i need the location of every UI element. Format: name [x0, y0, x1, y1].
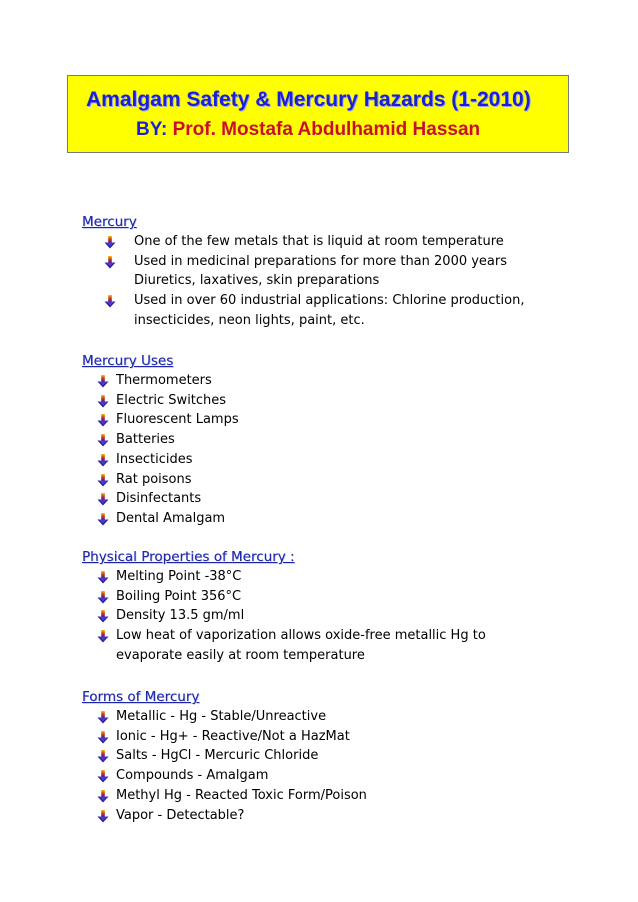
list-item-continuation: Diuretics, laxatives, skin preparations: [134, 273, 380, 289]
list-item: [82, 786, 367, 806]
list-item: [82, 766, 367, 786]
list-item: [82, 509, 239, 529]
section-heading-forms-of-mercury: Forms of Mercury: [82, 689, 200, 705]
list-item-text: Rat poisons: [116, 471, 192, 487]
down-arrow-bullet-icon: [97, 610, 109, 623]
down-arrow-bullet-icon: [104, 295, 116, 308]
list-item-text: Methyl Hg - Reacted Toxic Form/Poison: [116, 787, 367, 803]
down-arrow-bullet-icon: [97, 375, 109, 388]
list-item-text: Ionic - Hg+ - Reactive/Not a HazMat: [116, 728, 350, 744]
list-item: [82, 806, 367, 826]
section-heading-physical-properties: Physical Properties of Mercury :: [82, 549, 295, 565]
down-arrow-bullet-icon: [97, 454, 109, 467]
list-item-text: Salts - HgCl - Mercuric Chloride: [116, 748, 319, 764]
list-item-text: Thermometers: [116, 373, 212, 388]
down-arrow-bullet-icon: [97, 493, 109, 506]
document-title: Amalgam Safety & Mercury Hazards (1-2010): [86, 88, 531, 111]
list-item-text: Batteries: [116, 432, 175, 448]
list-item: [82, 252, 524, 291]
down-arrow-bullet-icon: [104, 256, 116, 269]
list-item: [82, 727, 367, 747]
section-heading-mercury: Mercury: [82, 214, 137, 230]
down-arrow-bullet-icon: [97, 790, 109, 803]
list-item: [82, 567, 486, 587]
list-item: [82, 450, 239, 470]
down-arrow-bullet-icon: [97, 395, 109, 408]
section-forms-of-mercury: [82, 687, 367, 825]
list-item: [82, 291, 524, 330]
list-item-continuation: evaporate easily at room temperature: [116, 647, 365, 663]
list-item: [82, 430, 239, 450]
list-item-text: Melting Point -38°C: [116, 569, 242, 584]
list-item-text: Used in over 60 industrial applications: Chlorine production,: [134, 293, 525, 309]
down-arrow-bullet-icon: [97, 571, 109, 584]
list-item: [82, 587, 486, 607]
forms-of-mercury-list: [82, 707, 367, 825]
list-item-text: Insecticides: [116, 451, 193, 467]
author-line: [136, 119, 480, 141]
down-arrow-bullet-icon: [97, 810, 109, 823]
down-arrow-bullet-icon: [97, 750, 109, 763]
list-item-text: Compounds - Amalgam: [116, 768, 269, 784]
down-arrow-bullet-icon: [97, 591, 109, 604]
list-item-text: One of the few metals that is liquid at room temperature: [134, 234, 504, 249]
section-heading-mercury-uses: Mercury Uses: [82, 353, 174, 369]
list-item: [82, 470, 239, 490]
list-item-text: Boiling Point 356°C: [116, 588, 242, 604]
list-item: [82, 410, 239, 430]
list-item-text: Low heat of vaporization allows oxide-free metallic Hg to: [116, 628, 486, 644]
down-arrow-bullet-icon: [97, 513, 109, 526]
list-item-text: Metallic - Hg - Stable/Unreactive: [116, 709, 327, 724]
title-box: [67, 75, 569, 153]
list-item: [82, 489, 239, 509]
list-item-continuation: insecticides, neon lights, paint, etc.: [134, 312, 365, 328]
list-item-text: Used in medicinal preparations for more than 2000 years: [134, 253, 508, 269]
list-item: [82, 707, 367, 727]
down-arrow-bullet-icon: [97, 731, 109, 744]
mercury-list: [82, 232, 524, 331]
section-mercury-uses: [82, 351, 239, 529]
down-arrow-bullet-icon: [97, 434, 109, 447]
list-item: [82, 606, 486, 626]
list-item: [82, 391, 239, 411]
down-arrow-bullet-icon: [104, 236, 116, 249]
down-arrow-bullet-icon: [97, 414, 109, 427]
list-item-text: Disinfectants: [116, 491, 202, 507]
down-arrow-bullet-icon: [97, 770, 109, 783]
list-item-text: Fluorescent Lamps: [116, 412, 239, 428]
list-item: [82, 232, 524, 252]
down-arrow-bullet-icon: [97, 711, 109, 724]
section-mercury: [82, 212, 524, 331]
down-arrow-bullet-icon: [97, 630, 109, 643]
list-item-text: Dental Amalgam: [116, 510, 226, 526]
list-item: [82, 626, 486, 665]
list-item-text: Electric Switches: [116, 392, 227, 408]
mercury-uses-list: [82, 371, 239, 529]
list-item-text: Density 13.5 gm/ml: [116, 608, 245, 624]
by-prefix: BY:: [136, 119, 173, 140]
physical-properties-list: [82, 567, 486, 666]
down-arrow-bullet-icon: [97, 474, 109, 487]
list-item: [82, 746, 367, 766]
list-item: [82, 371, 239, 391]
section-physical-properties: [82, 547, 486, 666]
author-name: Prof. Mostafa Abdulhamid Hassan: [172, 119, 481, 140]
list-item-text: Vapor - Detectable?: [116, 807, 245, 823]
